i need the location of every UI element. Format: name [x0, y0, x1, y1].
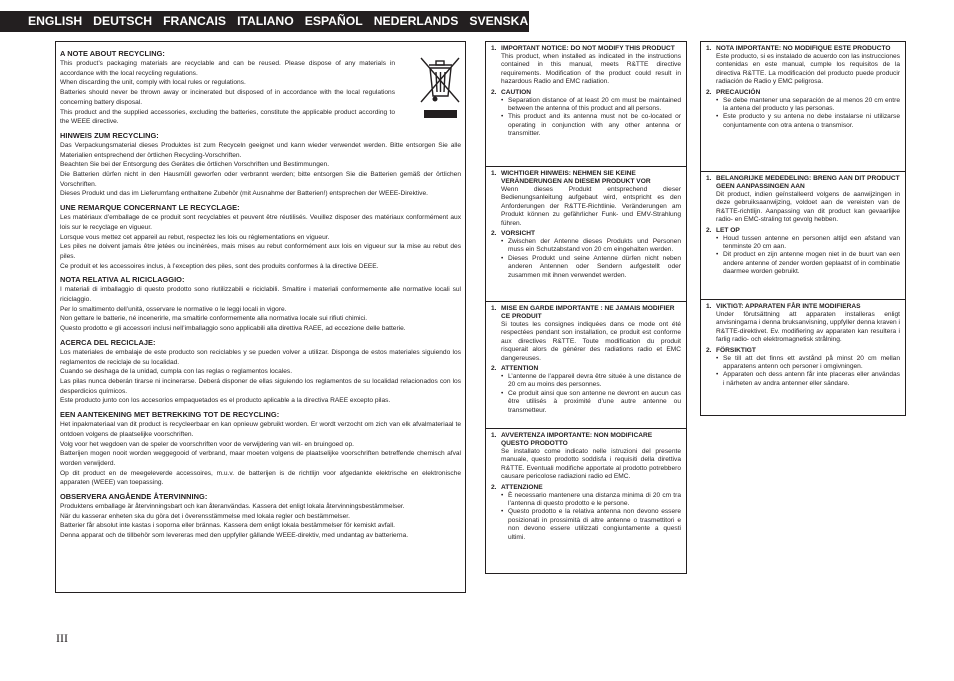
recycling-it: [60, 275, 461, 334]
notice-body: This product, when installed as indicated in the instructions contained in this manual, meets R&TTE directive requirements. Modification of the product could result in hazardous Radio and EMC radiation.: [501, 53, 681, 86]
notice-panel-nl: 1. BELANGRIJKE MEDEDELING: BRENG AAN DIT PRODUCT GEEN AANPASSINGEN AAN Dit product, indien geïnstalleerd volgens de aanwijzingen in deze gebruiksaanwijzing, voldoet aan de vereisten van de R&TTE-richtlijn. Aanpassing van dit product kan gevaarlijke radio- en EMC-straling tot gevolg hebben. 2. LET OP • Houd tussen antenne en personen altijd een afstand van tenminste 20 cm aan. • Dit product en zijn antenne mogen niet in de buurt van een andere antenne of zender worden geplaatst of in combinatie daarmee worden gebruikt.: [700, 171, 906, 300]
list-item: • L’antenne de l’appareil devra être située à une distance de 20 cm au moins des personnes.: [501, 373, 681, 390]
caution-title: VORSICHT: [501, 230, 536, 238]
list-item: • Houd tussen antenne en personen altijd een afstand van tenminste 20 cm aan.: [716, 235, 900, 252]
notice-title: MISE EN GARDE IMPORTANTE : NE JAMAIS MODIFIER CE PRODUIT: [501, 305, 675, 320]
paragraph: Beachten Sie bei der Entsorgung des Gerätes die örtlichen Vorschriften und Bestimmungen.: [60, 161, 330, 169]
list-item: • Se till att det finns ett avstånd på minst 20 cm mellan apparatens antenn och personer i omgivningen.: [716, 355, 900, 372]
list-item: • Separation distance of at least 20 cm must be maintained between the antenna of this product and all persons.: [501, 97, 681, 114]
lang-svenska: SVENSKA: [469, 14, 529, 28]
notice-body: Este producto, si es instalado de acuerdo con las instrucciones contenidas en este manual, cumple los requisitos de la directiva R&TTE. La modificación del producto puede producir radiación de Radio y EMC peligrosa.: [716, 53, 900, 86]
notice-body: Si toutes les consignes indiquées dans ce mode ont été respectées pendant son installation, ce produit est conforme aux directives R&TTE. Toute modification du produit risquerait alors de générer des radiations radio et EMC dangereuses.: [501, 321, 681, 362]
notice-title: AVVERTENZA IMPORTANTE: NON MODIFICARE QUESTO PRODOTTO: [501, 432, 653, 447]
lang-nederlands: NEDERLANDS: [373, 14, 459, 28]
paragraph: Dieses Produkt und das im Lieferumfang enthaltene Zubehör (mit Ausnahme der Batterien!) entsprechen der WEEE-Direktive.: [60, 190, 428, 198]
section-title: ACERCA DEL RECICLAJE:: [60, 337, 156, 347]
caution-title: LET OP: [716, 226, 740, 234]
list-item: • Ce produit ainsi que son antenne ne devront en aucun cas être utilisés à proximité d’une autre antenne ou transmetteur.: [501, 390, 681, 415]
paragraph: I materiali di imballaggio di questo prodotto sono riutilizzabili e riciclabili. Smaltire i materiali conformemente alle normative locali sul riciclaggio.: [60, 286, 461, 304]
notice-body: Under förutsättning att apparaten installeras enligt anvisningarna i denna bruksanvisning, uppfyller denna kraven i R&TTE-direktivet. Ev. modifiering av apparaten kan resultera i farlig radio- och elektromagnetisk strålning.: [716, 311, 901, 344]
caution-list: [706, 235, 900, 277]
notice-body: Dit product, indien geïnstalleerd volgens de aanwijzingen in deze gebruiksaanwijzing, voldoet aan de vereisten van de R&TTE-richtlijn. Aanpassing van dit product kan gevaarlijke radio- en EMC-straling tot gevolg hebben.: [716, 191, 900, 224]
notice-title: IMPORTANT NOTICE: DO NOT MODIFY THIS PRODUCT: [501, 45, 675, 52]
list-item: • Questo prodotto e la relativa antenna non devono essere posizionati in prossimità di altre antenne o trasmettitori e non devono essere utilizzati congiuntamente a questi ultimi.: [501, 508, 681, 542]
caution-title: FÖRSIKTIGT: [716, 346, 756, 354]
notice-panel-it: 1. AVVERTENZA IMPORTANTE: NON MODIFICARE QUESTO PRODOTTO Se installato come indicato nelle istruzioni del presente manuale, questo prodotto soddisfa i requisiti della direttiva R&TTE. Eventuali modifiche apportate al prodotto potrebbero causare pericolose radiazioni radio ed EMC. 2. ATTENZIONE • È necessario mantenere una distanza minima di 20 cm tra l’antenna di questo prodotto e le persone. • Questo prodotto e la relativa antenna non devono essere posizionati in prossimità di altre antenne o trasmettitori e non devono essere utilizzati congiuntamente a questi ultimi.: [485, 428, 687, 574]
notice-title: WICHTIGER HINWEIS: NEHMEN SIE KEINE VERÄNDERUNGEN AN DIESEM PRODUKT VOR: [501, 170, 651, 185]
list-item: • Apparaten och dess antenn får inte placeras eller användas i närheten av andra antenner eller sändare.: [716, 371, 900, 388]
paragraph: Per lo smaltimento dell’unità, osservare le normative o le leggi locali in vigore.: [60, 305, 287, 313]
section-title: EEN AANTEKENING MET BETREKKING TOT DE RECYCLING:: [60, 410, 280, 420]
notice-panel-de: 1. WICHTIGER HINWEIS: NEHMEN SIE KEINE VERÄNDERUNGEN AN DIESEM PRODUKT VOR Wenn dieses Produkt entsprechend dieser Bedienungsanleitung aufgebaut wird, entspricht es den Anforderungen der R&TTE-Richtlinie. Veränderungen am Produkt können zu gefährlicher Funk- und EMV-Strahlung führen. 2. VORSICHT • Zwischen der Antenne dieses Produkts und Personen muss ein Schutzabstand von 20 cm eingehalten werden. • Dieses Produkt und seine Antenne dürfen nicht neben anderen Antennen oder Sendern aufgestellt oder zusammen mit ihnen verwendet werden.: [485, 166, 687, 302]
lang-francais: FRANCAIS: [163, 14, 227, 28]
paragraph: Die Batterien dürfen nicht in den Hausmüll geworfen oder verbrannt werden; bitte entsorgen Sie die Batterien gemäß der örtlichen Vorschriften.: [60, 171, 461, 188]
list-item: • This product and its antenna must not be co-located or operating in conjunction with any other antenna or transmitter.: [501, 113, 681, 138]
recycling-notes-box: [55, 41, 466, 593]
paragraph: Produktens emballage är återvinningsbart och kan återanvändas. Kassera det enligt lokala återvinningsbestämmelser.: [60, 503, 405, 511]
notice-panel-es: 1. NOTA IMPORTANTE: NO MODIFIQUE ESTE PRODUCTO Este producto, si es instalado de acuerdo con las instrucciones contenidas en este manual, cumple los requisitos de la directiva R&TTE. La modificación del producto puede producir radiación de Radio y EMC peligrosa. 2. PRECAUCIÓN • Se debe mantener una separación de al menos 20 cm entre la antena del producto y las personas. • Este producto y su antena no debe instalarse ni utilizarse conjuntamente con otra antena o transmisor.: [700, 41, 906, 172]
paragraph: Ce produit et les accessoires inclus, à l’exception des piles, sont des produits conformes à la directive DEEE.: [60, 262, 379, 270]
section-title: HINWEIS ZUM RECYCLING:: [60, 130, 159, 140]
recycling-de: [60, 131, 461, 199]
notice-title: VIKTIGT: APPARATEN FÅR INTE MODIFIERAS: [716, 303, 861, 310]
weee-crossed-bin-icon: [419, 56, 461, 120]
paragraph: Este producto junto con los accesorios empaquetados es el producto aplicable a la directiva RAEE excepto pilas.: [60, 397, 391, 405]
paragraph: Questo prodotto e gli accessori inclusi nell’imballaggio sono applicabili alla direttiva RAEE, ad eccezione delle batterie.: [60, 325, 406, 333]
paragraph: Volg voor het wegdoen van de speler de voorschriften voor de verwijdering van wit- en bruingoed op.: [60, 440, 354, 448]
paragraph: Op dit product en de meegeleverde accessoires, m.u.v. de batterijen is de richtlijn voor afgedankte elektrische en elektronische apparaten (WEEE) van toepassing.: [60, 469, 461, 487]
notice-title: BELANGRIJKE MEDEDELING: BRENG AAN DIT PRODUCT GEEN AANPASSINGEN AAN: [716, 175, 900, 190]
caution-list: [491, 492, 681, 542]
paragraph: This product and the supplied accessories, excluding the batteries, constitute the applicable product according to the WEEE directive.: [60, 108, 395, 126]
caution-title: ATTENTION: [501, 365, 539, 373]
section-title: A NOTE ABOUT RECYCLING:: [60, 49, 165, 58]
notice-panel-sv: 1. VIKTIGT: APPARATEN FÅR INTE MODIFIERAS Under förutsättning att apparaten installeras enligt anvisningarna i denna bruksanvisning, uppfyller denna kraven i R&TTE-direktivet. Ev. modifiering av apparaten kan resultera i farlig radio- och elektromagnetisk strålning. 2. FÖRSIKTIGT • Se till att det finns ett avstånd på minst 20 cm mellan apparatens antenn och personer i omgivningen. • Apparaten och dess antenn får inte placeras eller användas i närheten av andra antenner eller sändare.: [700, 299, 906, 416]
paragraph: Non gettare le batterie, né incenerirle, ma smaltirle conformemente alla normativa locale sui rifiuti chimici.: [60, 315, 368, 323]
lang-espanol: ESPAÑOL: [304, 14, 363, 28]
paragraph: Denna apparat och de tillbehör som levereras med den uppfyller gällande WEEE-direktiv, med undantag av batterierna.: [60, 532, 409, 540]
paragraph: Les matériaux d’emballage de ce produit sont recyclables et peuvent être réutilisés. Veuillez disposer des matériaux conformément aux lois sur le recyclage en vigueur.: [60, 214, 461, 231]
page-number: III: [56, 631, 68, 645]
notice-body: Se installato come indicato nelle istruzioni del presente manuale, questo prodotto soddisfa i requisiti della direttiva R&TTE. Eventuali modifiche apportate al prodotto potrebbero causare pericolose radiazioni radio ed EMC.: [501, 448, 681, 481]
section-title: NOTA RELATIVA AL RICICLAGGIO:: [60, 275, 185, 285]
paragraph: När du kasserar enheten ska du göra det i överensstämmelse med lokala regler och bestämmelser.: [60, 512, 350, 520]
language-bar: [0, 11, 529, 32]
list-item: • Este producto y su antena no debe instalarse ni utilizarse conjuntamente con otra antena o transmisor.: [716, 113, 900, 130]
list-item: • Se debe mantener una separación de al menos 20 cm entre la antena del producto y las personas.: [716, 97, 900, 114]
section-title: OBSERVERA ANGÅENDE ÅTERVINNING:: [60, 492, 208, 502]
notice-panel-fr: 1. MISE EN GARDE IMPORTANTE : NE JAMAIS MODIFIER CE PRODUIT Si toutes les consignes indiquées dans ce mode ont été respectées pendant son installation, ce produit est conforme aux directives R&TTE. Toute modification du produit risquerait alors de générer des radiations radio et EMC dangereuses. 2. ATTENTION • L’antenne de l’appareil devra être située à une distance de 20 cm au moins des personnes. • Ce produit ainsi que son antenne ne devront en aucun cas être utilisés à proximité d’une autre antenne ou transmetteur.: [485, 301, 687, 429]
paragraph: Lorsque vous mettez cet appareil au rebut, respectez les lois ou réglementations en vigueur.: [60, 233, 330, 241]
list-item: • Zwischen der Antenne dieses Produkts und Personen muss ein Schutzabstand von 20 cm eingehalten werden.: [501, 238, 681, 255]
list-item: • Dit product en zijn antenne mogen niet in de buurt van een andere antenne of zender worden geplaatst of in combinatie daarmee worden gebruikt.: [716, 251, 900, 276]
list-item: • Dieses Produkt und seine Antenne dürfen nicht neben anderen Antennen oder Sendern aufgestellt oder zusammen mit ihnen verwendet werden.: [501, 255, 681, 280]
caution-title: CAUTION: [501, 88, 532, 96]
paragraph: Las pilas nunca deberán tirarse ni incinerarse. Deberá disponer de ellas siguiendo los reglamentos de su localidad relacionados con los desperdicios químicos.: [60, 377, 461, 395]
recycling-es: [60, 338, 461, 406]
recycling-sv: [60, 492, 461, 541]
list-item: • È necessario mantenere una distanza minima di 20 cm tra l’antenna di questo prodotto e le persone.: [501, 492, 681, 509]
paragraph: Los materiales de embalaje de este producto son reciclables y se pueden volver a utilizar. Disponga de estos materiales siguiendo los reglamentos de reciclaje de su localidad.: [60, 348, 461, 366]
caution-list: [491, 97, 681, 139]
notice-title: NOTA IMPORTANTE: NO MODIFIQUE ESTE PRODUCTO: [716, 45, 891, 52]
lang-italiano: ITALIANO: [237, 14, 294, 28]
caution-list: [706, 97, 900, 131]
paragraph: Batterier får absolut inte kastas i soporna eller brännas. Kassera dem enligt lokala bestämmelser för kemiskt avfall.: [60, 522, 395, 530]
caution-title: PRECAUCIÓN: [716, 88, 761, 96]
caution-list: [491, 238, 681, 280]
notice-body: Wenn dieses Produkt entsprechend dieser Bedienungsanleitung aufgebaut wird, entspricht es den Anforderungen der R&TTE-Richtlinie. Veränderungen am Produkt können zu gefährlicher Funk- und EMV-Strahlung führen.: [501, 186, 681, 227]
paragraph: Batterijen mogen nooit worden weggegooid of verbrand, maar moeten volgens de plaatselijke voorschriften betreffende chemisch afval worden verwijderd.: [60, 450, 461, 467]
paragraph: This product’s packaging materials are recyclable and can be reused. Please dispose of any materials in accordance with the local recycling regulations.: [60, 60, 395, 77]
notice-panel-en: 1. IMPORTANT NOTICE: DO NOT MODIFY THIS PRODUCT This product, when installed as indicated in the instructions contained in this manual, meets R&TTE directive requirements. Modification of the product could result in hazardous Radio and EMC radiation. 2. CAUTION • Separation distance of at least 20 cm must be maintained between the antenna of this product and all persons. • This product and its antenna must not be co-located or operating in conjunction with any other antenna or transmitter.: [485, 41, 687, 167]
caution-list: [706, 355, 900, 389]
paragraph: When discarding the unit, comply with local rules or regulations.: [60, 79, 246, 87]
lang-english: ENGLISH: [28, 14, 83, 28]
caution-title: ATTENZIONE: [501, 483, 543, 491]
recycling-en: [60, 49, 461, 127]
recycling-fr: [60, 203, 461, 271]
caution-list: [491, 373, 681, 415]
recycling-nl: [60, 410, 461, 488]
section-title: UNE REMARQUE CONCERNANT LE RECYCLAGE:: [60, 203, 240, 213]
paragraph: Das Verpackungsmaterial dieses Produktes ist zum Recyceln geeignet und kann wieder verwendet werden. Bitte entsorgen Sie alle Materialien entsprechend der örtlichen Recycling-Vorschriften.: [60, 141, 461, 159]
paragraph: Cuando se deshaga de la unidad, cumpla con las reglas o reglamentos locales.: [60, 368, 293, 376]
paragraph: Het inpakmateriaal van dit product is recycleerbaar en kan opnieuw gebruikt worden. Er wordt verzocht om zich van elk afvalmateriaal te ontdoen volgens de plaatselijke voorschriften.: [60, 421, 461, 438]
paragraph: Batteries should never be thrown away or incinerated but disposed of in accordance with the local regulations concerning battery disposal.: [60, 89, 395, 106]
lang-deutsch: DEUTSCH: [93, 14, 153, 28]
paragraph: Les piles ne doivent jamais être jetées ou incinérées, mais mises au rebut conformément aux lois en vigueur sur la mise au rebut des piles.: [60, 243, 461, 260]
